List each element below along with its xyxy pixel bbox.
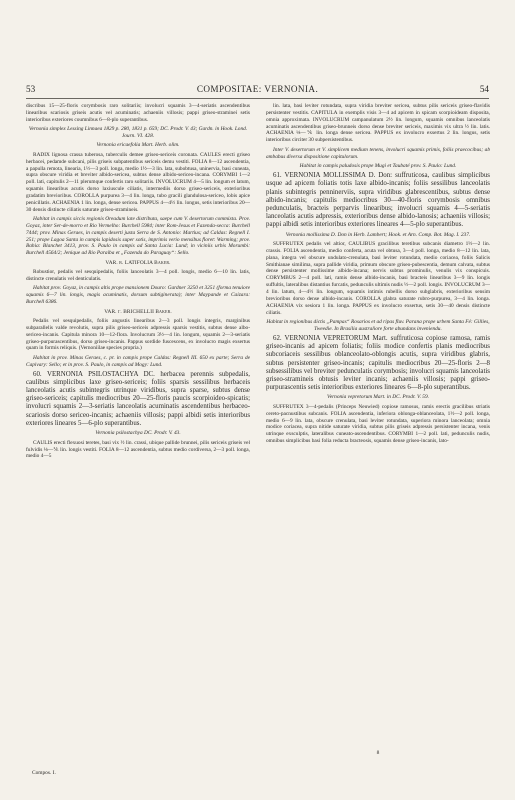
- page-header: [26, 84, 489, 96]
- paragraph: Robustior, pedalis vel sesquipedalis, foliis lanceolatis 3—4 poll. longis, medio 6—10 lin. latis, distincte crenulatis vel denticulatis.: [26, 269, 250, 282]
- paragraph: CAULIS erecti flexuosi teretes, basi vix ½ lin. crassi, ubique pallide brunnei, pilis sericeis griseis vel fulvidis ⅛—⅙ lin. longis vestiti. FOLIA 8—12 ascendentia, subtus medio cordiversa, 2—3 poll. longa, medio 4—5: [26, 439, 250, 460]
- paragraph: Habitat in regionibus dictis „Pampas“ Rosarios et ad ripas fluv. Parana prope urbem Santa Fé: Gillies, Tweedie. In Brasilia australiore forte abundans inveniendu.: [266, 318, 490, 332]
- paragraph: discribus 15—25-floris corymbosis raro solitariis; involucri squamis 3—4-seriatis ascendentibus linearibus scariosis griseis acutis vel acuminatis; achaeniis villosis; pappi griseo-stramineí setis interioribus exteriores coumnibus 6—8-plo superantibus.: [26, 103, 250, 123]
- paragraph: Vernonia simplex Lessing Linnaea 1829 p. 280, 1831 p. 659; DC. Prodr. V. 43; Gardn. in Hook. Lond. Journ. VI. 428.: [28, 126, 248, 139]
- paragraph: Habitat in campis paludosis prope Mugi et Taubaté prov. S. Paulo: Lund.: [299, 162, 457, 169]
- paragraph: Vernonia vepretorum Mart. in DC. Prodr. V. 59.: [327, 394, 429, 401]
- paragraph: VAR. γ. BRICHELLII Baker.: [104, 308, 172, 315]
- page-number-left: 53: [26, 84, 36, 94]
- paragraph: RADIX lignosa crassa tuberosa, tuberculis demee griseo-sericeis coronata. CAULES erecti griseo herbacei, pedamde subcani, pilis griseis subpatentibus sericeis demu vestiti. FOLIA 8—12 ascendentia, a papulla remota, linearia, 1½—3 poll. longa, medio 1½—3 lin. lata, subobtusa, uninervia, basi cuneata, supra obscure viridia et breviter albido-sericea, subtus dense albido-sericeo-incana. CORYMBI 1—2 poll. lati, capitulis 2—11 plerumque confertis raro solitariis. INVOLUCRUM 4—5 lin. longum et latum, squamis linearibus acutis dorso laxiuscule ciliatis, intermediis dorso griseo-sericeis, exterioribus gradatim brevioribus. COROLLA purpurea 3—4 lin. longa, tubo gracili glandulosa-sericeo, lobis apice penicillatis. ACHAENIA 1 lin. longa, dense sericea. PAPPUS 4—4½ lin. longus, setis interioribus 20—30 densis distincte ciliatis saturate griseo-stramineis.: [26, 151, 250, 213]
- paragraph: Vernonia ericaefolia Mart. Herb. olim.: [96, 142, 180, 149]
- paragraph: SUFFRUTEX pedalis vel altior, CAULIBUS gracilibus teretibus subcanis diametro 1½—2 lin. crassis. FOLIA ascendentia, medio conferta, acuta vel obtusa, 3—4 poll. longa, medio 8—12 lin. lata, plana, integra vel obscure undulato-crenulata, basi leviter rotundata, medio coriacea, foliis Salicis Smithianae similima, supra pallide viridia, primum obscure griseo-pubescentia, demum calvata, subtus dense persistenter mollissime albido-incana; nervis subtus prominulis, venulis vix conspicuis. CORYMBUS 2—4 poll. lati, ramis dense albido-incanis, basi bracteis linearibus 3—9 lin. longis suffultis, lateralibus distantius furcatis, pedunculis ultimis nudis ½—2 poll. longis. INVOLUCRUM 3—4 lin. latum, 4—4½ lin. longum, squamis intimis rubellis dorso subglabris, exterioribus sensim brevioribus dorso dense albido-incanis. COROLLA glabra saturate rubro-purpurea, 3—4 lin. longa. ACHAENIA vix sesiora 1 lin. longa. PAPPUS ex involucro exsertus, setis 30—40 densis distincte ciliatis.: [266, 241, 490, 316]
- left-column: [26, 103, 250, 463]
- page-number-right: 54: [479, 84, 489, 94]
- paragraph: VAR. β. LATIFOLIA Baker.: [105, 259, 171, 266]
- header-rule: [26, 98, 489, 99]
- paragraph: Habitat prov. Goyaz, in campis altis prope mansionem Douro: Gardner 3250 et 3251 (forma tenuiore squamis 6—7 lin. longis, magis acuminatis, dorsum subtiginerata); inter Maypande et Caizara: Burchell 6386.: [26, 285, 250, 306]
- paragraph: 62. VERNONIA VEPRETORUM Mart. suffruticosa copiose ramosa, ramis griseo-incanis ad apicem foliatis; foliis modice confertis planis mediocribus subcoriaceis sessilibus oblanceolato-oblongis acutis, supra viridibus glabris, subtus persistenter griseo-incanis; capitulis mediocribus 20—25-floris 2—8 subsessilibus vel breviter pedunculatis corymbosis; involucri squamis lanceolatis griseo-stramineis obtusis leviter incanis; achaeniis villosis; pappi griseo-purpurascentis setis interioribus exteriores lineares 6—8-plo superantibus.: [266, 335, 490, 391]
- paragraph: Habitat in prov. Minas Geraes, c. pr. in campis prope Caldas: Regnell III. 650 ex parte; Serra de Capivary: Sello; et in prov. S. Paulo, in campis ad Mogy: Lund.: [26, 354, 250, 368]
- paragraph: 61. VERNONIA MOLLISSIMA D. Don: suffruticosa, caulibus simplicibus usque ad apicem foliatis totis laxe albido-incanis; foliis sessilibus lanceolatis planis subintegris penninerviis, supra viridibus glabrescentibus, subtus dense albido-incanis; capitulis mediocribus 30—40-floris corymbosis omnibus pedunculatis, bracteis perparvis linearibus; involucri squamis 4—5-seriatis lanceolatis acutis adpressis, exterioribus dense albido-lanosis; achaeniis villosis; pappi albidi setis interioribus exteriores lineares 4—5-plo superantibus.: [266, 172, 490, 228]
- paragraph: Habitat in campis siccis regionis Oreadum late distributa, saepe cum V. desertorum commixta. Prov. Goyaz, inter Ser-de-morro et Rio Vermelho: Burchell 5984; inter Rom-Jesus et Fazenda-secca: Burchell 7444; prov. Minas Geraes, in campis deserti juxta Serra de S. Antonio: Martius; ad Caldas: Regnell I. 251; prope Lagoa Santa in campis lapidosis super sotis, imprimis verio mensibus floret: Warming; prov. Bahia: Blanchet 3413, prov. S. Paulo in campis ad Santa Lucia: Lund; in viciniis urbis Morumbi: Burchell 4564/2; Jenique ad Rio Paraiba et „Fazenda do Paraguay“: Sello.: [26, 216, 250, 257]
- running-title: COMPOSITAE: VERNONIA.: [196, 84, 319, 94]
- page-footer: [266, 748, 490, 756]
- paragraph: SUFFRUTEX 3—4-pedalis (Princeps Neuwied) copiose ramosus, ramis erectis gracilibus striatis cereto-pacnustibus subcanis. FOLIA ascendentia, inferiora oblonga-oblanceolata, 1½—2 poll. longa, medio 6—9 lin. lata, obscure crenulata, basi leviter rotundata, superiora minora lanceolata; omnia modice coriacea, supra nitide saturate viridia, subtus pilis griseis adpressis persistenter incana, venis utrinque exsculptis, lateralibus cuneato-ascendentibus. CORYMBI 1—2 poll. lati, pedunculis nudis, omnibus simplicibus basi folia reducta bracteosis, squamis dense griseo-incanis, lato-: [266, 403, 490, 445]
- paragraph: Vernonia mollissima D. Don in Herb. Lambert; Hook. et Arn. Comp. Bot. Mag. I. 237.: [285, 231, 471, 238]
- paragraph: lin. lata, basi leviter rotundata, supra viridia breviter sericea, subtus pilis sericeis griseo-flavidis persistenter vestitis. CAPITULA in exemplis visis 3—4 ad apicem in spicam scorpioideam disposita, omnia approximata. INVOLUCRUM campanulatum 2½ lin. longum, squamis omnibus lanceolatis acuminatis ascendentibus griseo-brunneis dorso dense breviter sericeis, maximis vix ultra ½ lin. latis. ACHAENIA ⅛—⅙ lin. longa dense sericea. PAPPUS ex involucro exsertus 2 lin. longus, setis interioribus circiter 30 subpersistentibus.: [266, 103, 490, 144]
- paragraph: 60. VERNONIA PSILOSTACHYA DC. herbacea perennis subpedalis, caulibus simplicibus laxe griseo-sericeis; foliis sparsis sessilibus herbaceis lanceolatis acutis subintegris utrinque viridibus, supra sparse, subtus dense griseo-sericeis; capitulis mediocribus 20—25-floris paucis scorpioideo-spicatis; involucri squamis 2—3-seriatis lanceolatis acuminatis ascendentibus herbaceo-scariosis dorso sericeo-incanis; achaeniis villosis; pappi albidi setis interioribus exteriores lineares 5—6-plo superantibus.: [26, 371, 250, 427]
- paragraph: Pedalis vel sesquipedalis, foliis angustis linearibus 2—3 poll. longis integris, marginibus subparallelis valde revolutis, supra pilis griseo-sericeis adpressis sparsis vestitis, subtus dense albo-sericeo-incanis. Capitula minora 10—12-flora. Involucrum 3½—4 lin. longum, squamis 2—3-seriatis griseo-purpurascentibus, dorso griseo-incanis. Pappus sordide fuscescens, ex involucro magis exsertus quam in formis reliquis. (Vernoniilae species propria.): [26, 317, 250, 352]
- right-column: [266, 103, 490, 448]
- paragraph: Inter V. desertorum et V. simplicem medium tenens, involucri squamis primis, foliis praecocibus; ab ambabus diversa dispositione capitulorum.: [266, 146, 490, 160]
- sheet-signature: 8: [376, 750, 380, 756]
- paragraph: Vernonia psilostachya DC. Prodr. V. 43.: [95, 430, 181, 437]
- signature-left: Compos. I.: [32, 770, 56, 776]
